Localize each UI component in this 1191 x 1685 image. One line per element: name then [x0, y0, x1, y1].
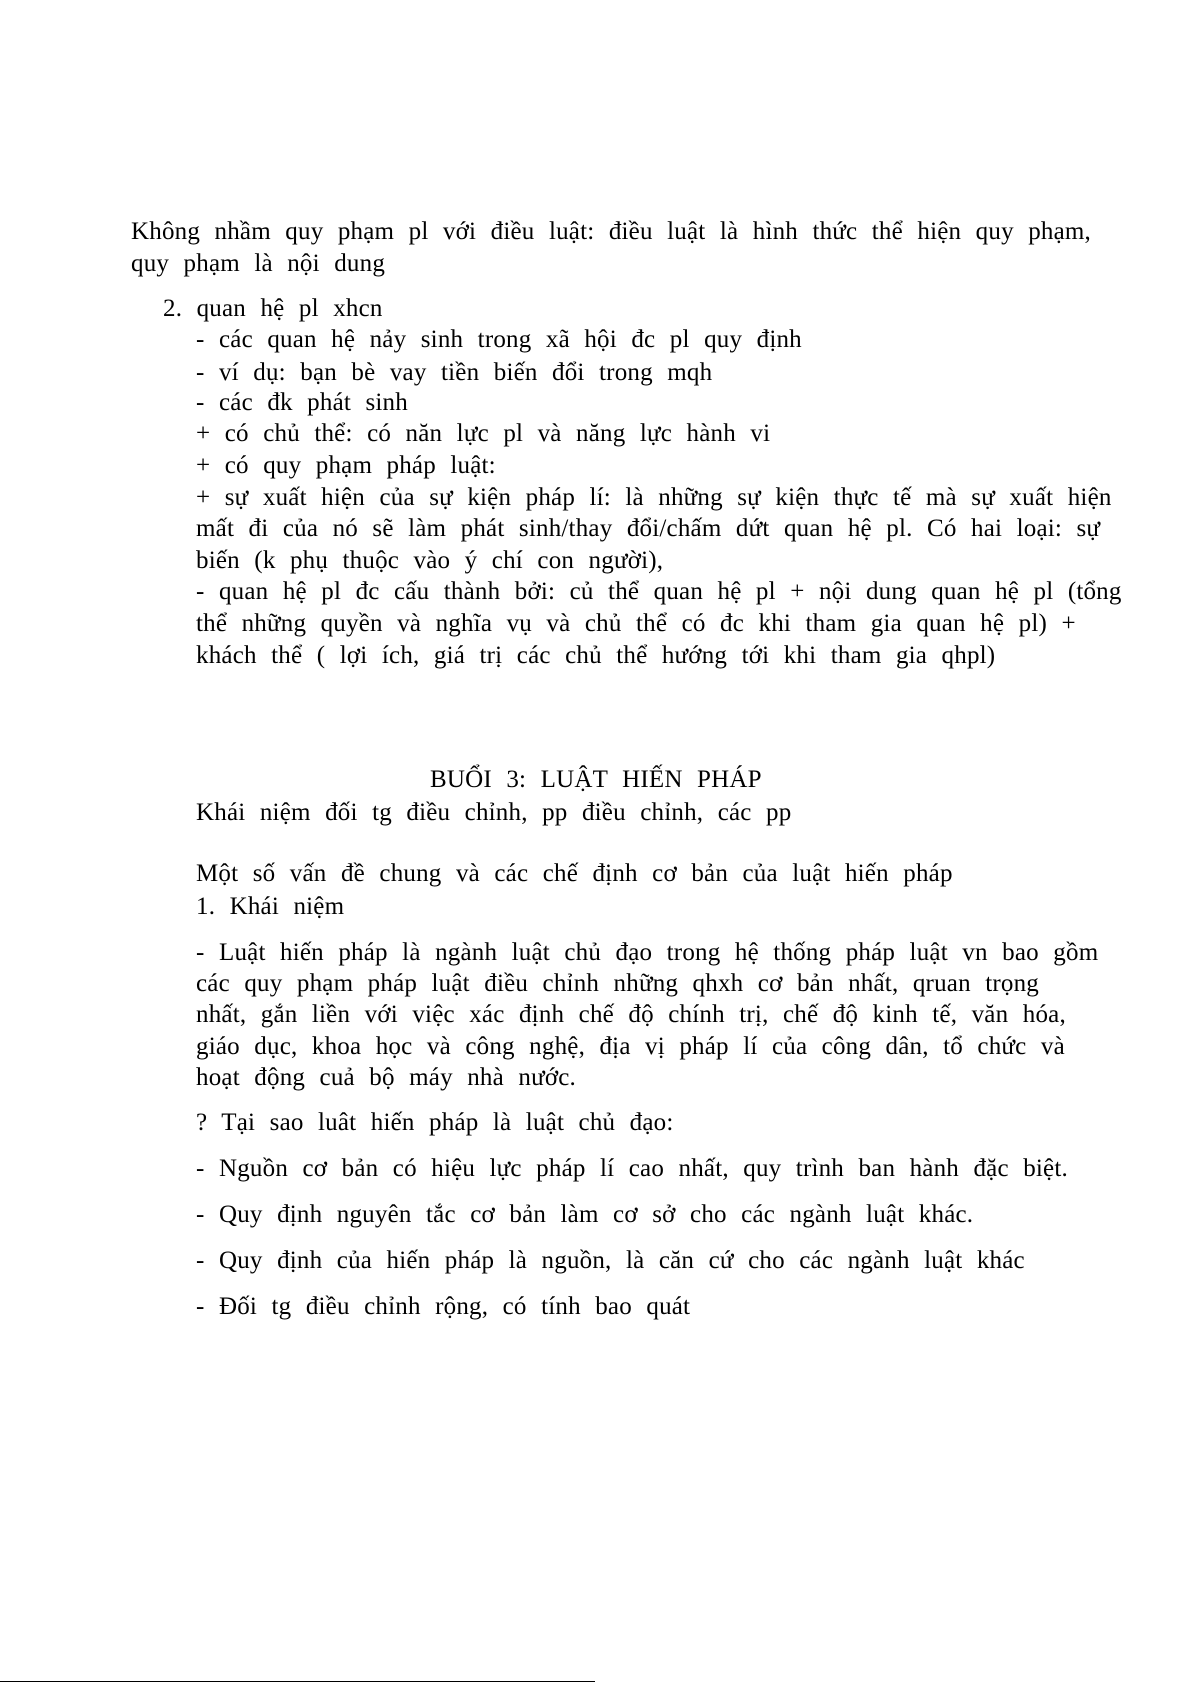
body-line: mất đi của nó sẽ làm phát sinh/thay đổi/chấm dứt quan hệ pl. Có hai loại: sự [196, 515, 1101, 542]
body-line: thể những quyền và nghĩa vụ và chủ thể có đc khi tham gia quan hệ pl) + [196, 610, 1076, 637]
question-line: ? Tại sao luât hiến pháp là luật chủ đạo: [196, 1109, 674, 1136]
body-line: - quan hệ pl đc cấu thành bởi: củ thể quan hệ pl + nội dung quan hệ pl (tổng [196, 578, 1122, 605]
reason-line: - Quy định nguyên tắc cơ bản làm cơ sở cho các ngành luật khác. [196, 1201, 974, 1228]
item-heading: 1. Khái niệm [196, 893, 345, 920]
reason-line: - Đối tg điều chỉnh rộng, có tính bao quát [196, 1293, 691, 1320]
intro-line: quy phạm là nội dung [131, 250, 386, 277]
footer-rule [0, 1681, 595, 1682]
lesson-subtitle: Một số vấn đề chung và các chế định cơ bản của luật hiến pháp [196, 860, 953, 887]
reason-line: - Quy định của hiến pháp là nguồn, là căn cứ cho các ngành luật khác [196, 1247, 1025, 1274]
concept-line: Khái niệm đối tg điều chỉnh, pp điều chỉnh, các pp [196, 799, 792, 826]
definition-line: nhất, gắn liền với việc xác định chế độ chính trị, chế độ kinh tế, văn hóa, [196, 1001, 1066, 1028]
body-line: - ví dụ: bạn bè vay tiền biến đổi trong mqh [196, 359, 713, 386]
body-line: biến (k phụ thuộc vào ý chí con người), [196, 547, 664, 574]
body-line: - các đk phát sinh [196, 389, 408, 416]
body-line: + sự xuất hiện của sự kiện pháp lí: là những sự kiện thực tế mà sự xuất hiện [196, 484, 1112, 511]
definition-line: các quy phạm pháp luật điều chỉnh những qhxh cơ bản nhất, qruan trọng [196, 970, 1039, 997]
definition-line: - Luật hiến pháp là ngành luật chủ đạo trong hệ thống pháp luật vn bao gồm [196, 939, 1099, 966]
body-line: - các quan hệ nảy sinh trong xã hội đc pl quy định [196, 326, 802, 353]
body-line: khách thể ( lợi ích, giá trị các chủ thể hướng tới khi tham gia qhpl) [196, 642, 996, 669]
reason-line: - Nguồn cơ bản có hiệu lực pháp lí cao nhất, quy trình ban hành đặc biệt. [196, 1155, 1068, 1182]
body-line: + có chủ thể: có năn lực pl và năng lực hành vi [196, 420, 771, 447]
intro-line: Không nhầm quy phạm pl với điều luật: điều luật là hình thức thể hiện quy phạm, [131, 218, 1092, 245]
lesson-title: BUỔI 3: LUẬT HIẾN PHÁP [430, 766, 762, 793]
definition-line: hoạt động cuả bộ máy nhà nước. [196, 1064, 576, 1091]
section-heading: 2. quan hệ pl xhcn [163, 295, 383, 322]
body-line: + có quy phạm pháp luật: [196, 452, 496, 479]
definition-line: giáo dục, khoa học và công nghệ, địa vị pháp lí của công dân, tổ chức và [196, 1033, 1065, 1060]
